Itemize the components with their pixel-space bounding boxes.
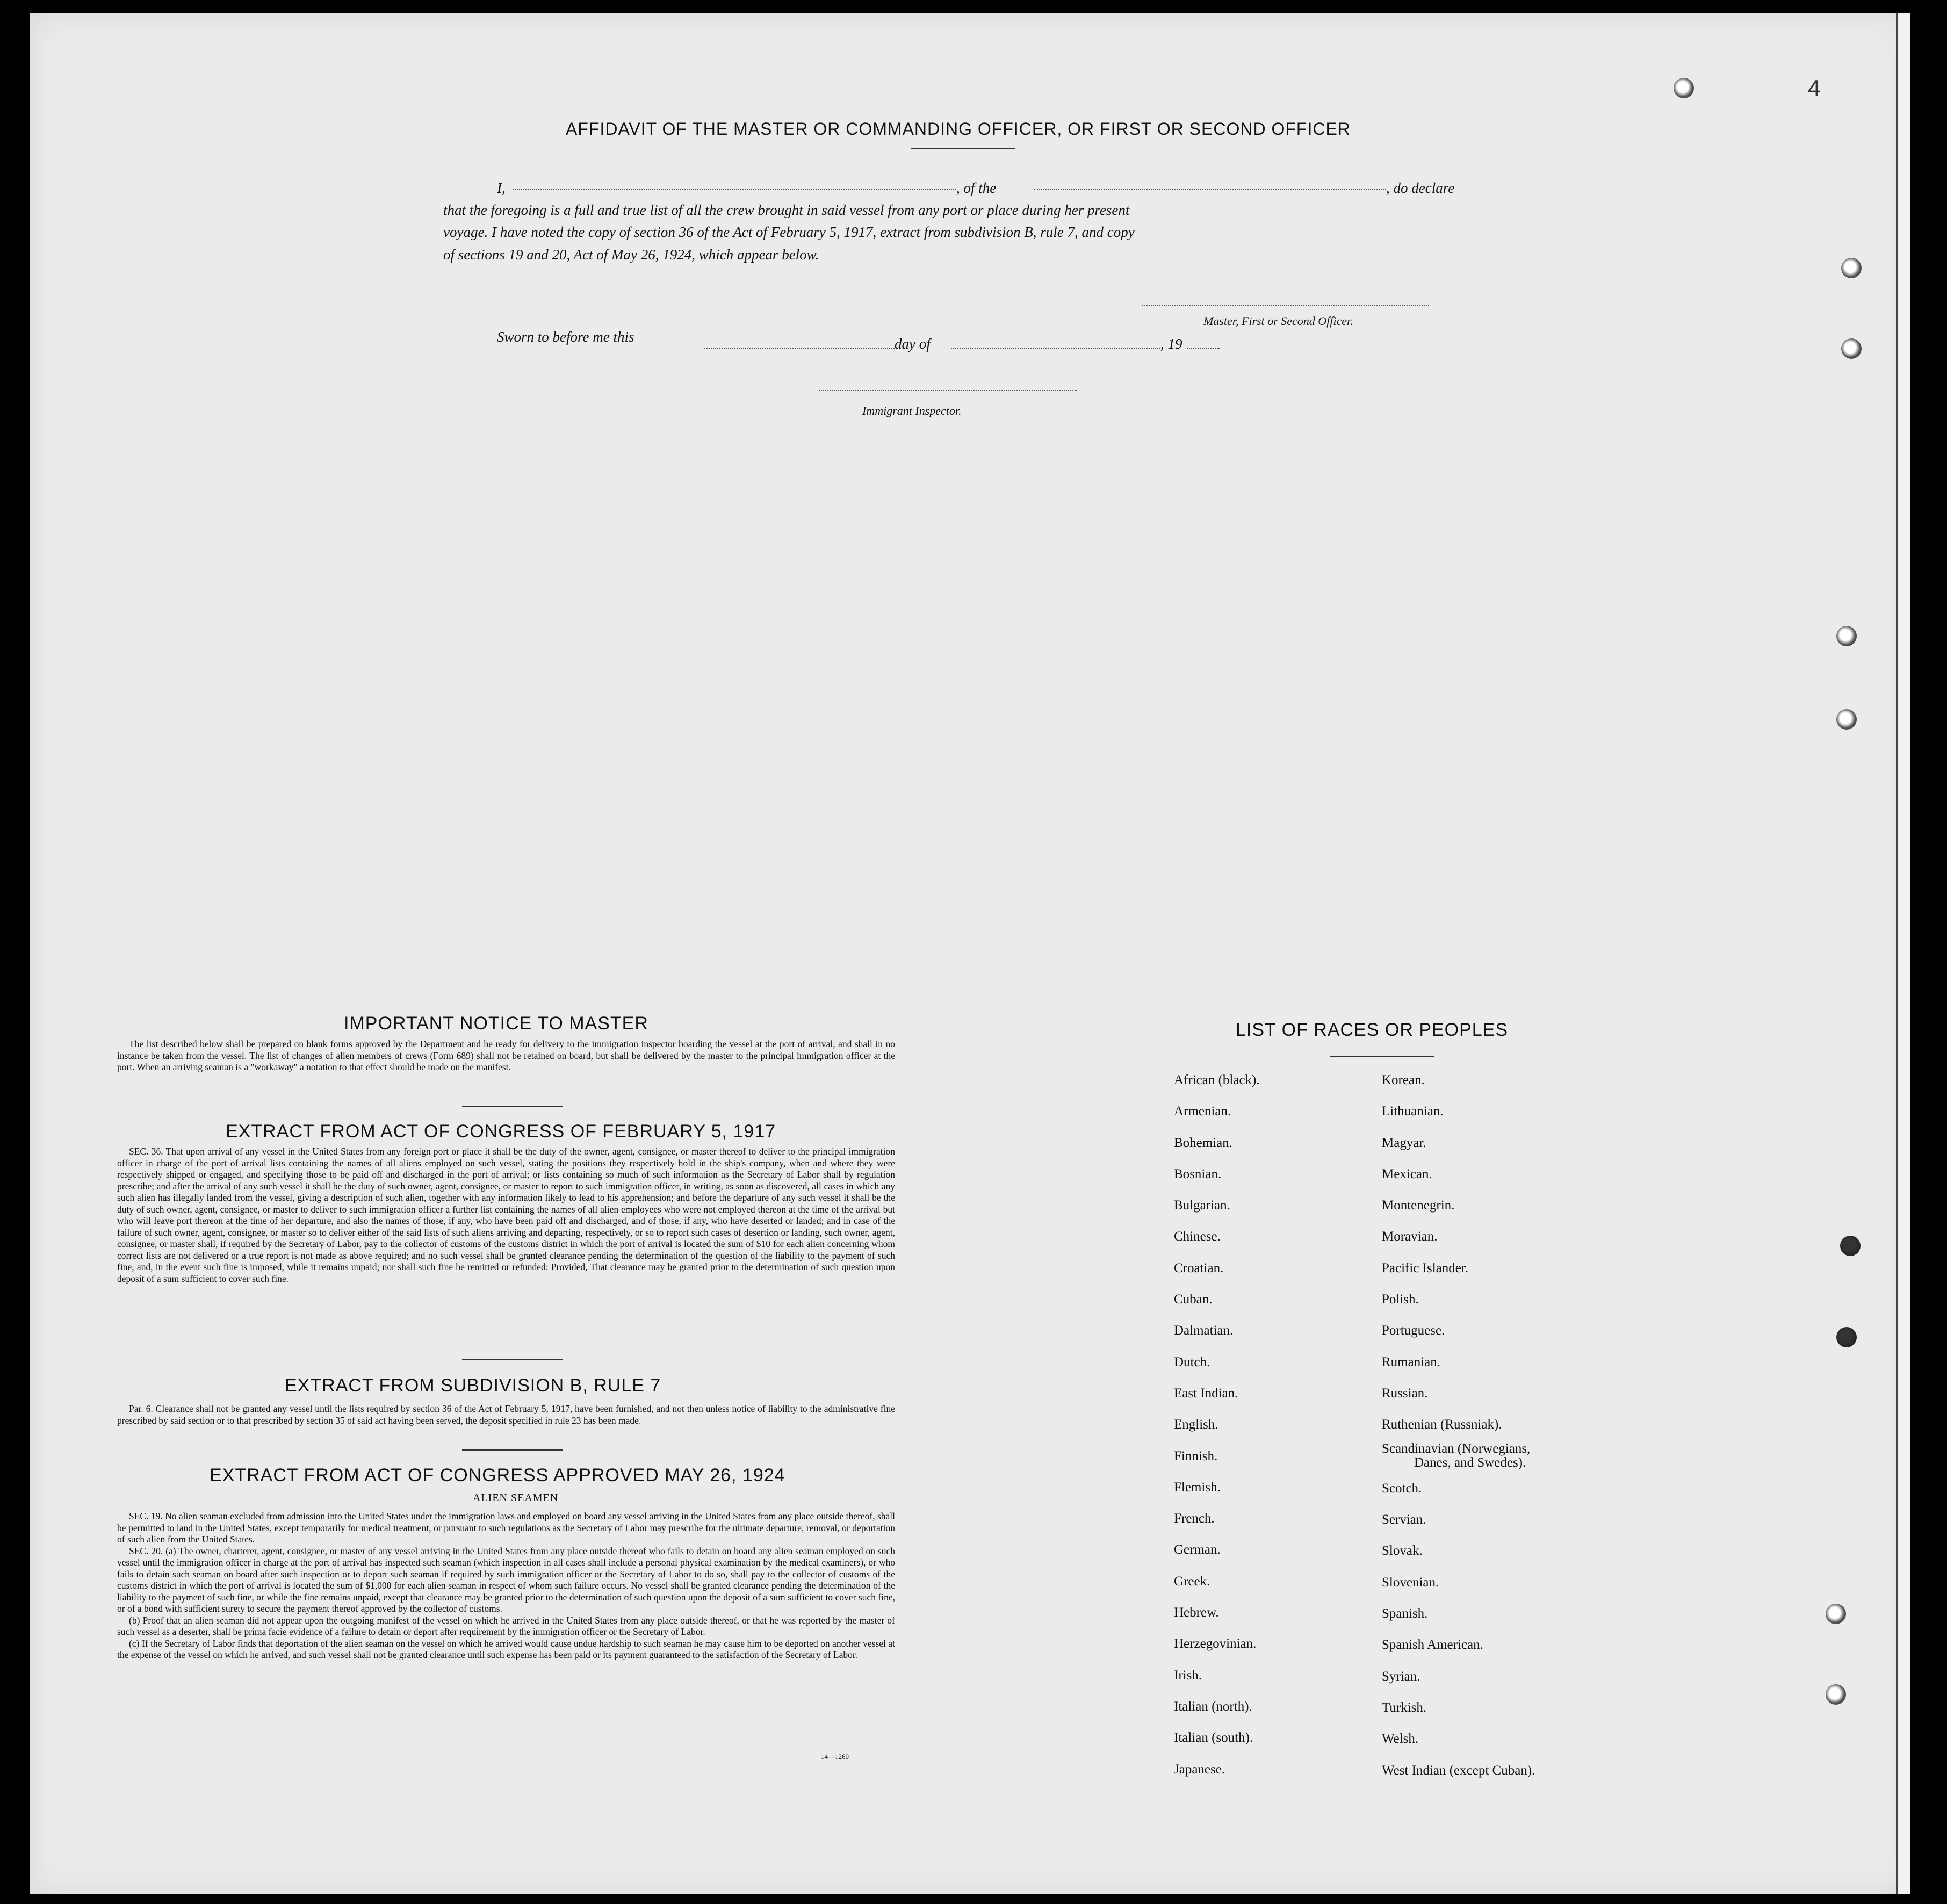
race-item: Korean. [1382, 1073, 1425, 1087]
affidavit-text-line: of sections 19 and 20, Act of May 26, 1924, which appear below. [443, 247, 819, 263]
race-item: Russian. [1382, 1386, 1428, 1401]
page-number: 4 [1808, 75, 1821, 100]
binding-hole [1840, 1236, 1861, 1256]
rule7-text: Par. 6. Clearance shall not be granted any vessel until the lists required by section 36 of the Act of February 5, 1917, have been furnished, and not then unless notice of liability to the administrative fine prescribed by said section or to that prescribed by section 35 of said act having been served, the deposit specified in rule 23 has been made. [117, 1403, 895, 1426]
race-item: Polish. [1382, 1292, 1419, 1307]
race-item: East Indian. [1174, 1386, 1238, 1401]
extract-1924-text [117, 1511, 895, 1661]
affidavit-of-the: , of the [956, 180, 997, 196]
race-item: Bosnian. [1174, 1166, 1222, 1181]
sworn-year-field[interactable] [1187, 348, 1220, 349]
race-item: Finnish. [1174, 1448, 1218, 1463]
inspector-signature-field[interactable] [819, 390, 1077, 391]
sworn-day-field[interactable] [704, 348, 895, 349]
race-item: French. [1174, 1511, 1215, 1526]
binding-hole [1841, 258, 1862, 278]
divider [1330, 1056, 1434, 1057]
race-item: Herzegovinian. [1174, 1636, 1257, 1651]
name-field[interactable] [513, 189, 956, 190]
binding-hole [1826, 1684, 1846, 1705]
extract-1917-text: SEC. 36. That upon arrival of any vessel in the United States from any foreign port or place it shall be the duty of the owner, agent, consignee, or master thereof to deliver to the principal immigration officer in charge of the port of arrival lists containing the names of all aliens employed on such vessel, stating the positions they respectively hold in the ship's company, when and where they were respectively shipped or engaged, and specifying those to be paid off and discharged in the port of arrival; or lists containing so much of such information as the Secretary of Labor shall by regulation prescribe; and after the arrival of any such vessel it shall be the duty of such owner, agent, consignee, or master to report to such immigration officer, in writing, as soon as discovered, all cases in which any such alien has illegally landed from the vessel, giving a description of such alien, together with any information likely to lead to his apprehension; and before the departure of any such vessel it shall be the duty of such owner, agent, consignee, or master to deliver to such immigration officer a further list containing the names of all alien employees who were not employed thereon at the time of the arrival but who will leave port thereon at the time of her departure, and also the names of those, if any, who have been paid off and discharged, and of those, if any, who have deserted or landed; and in case of the failure of such owner, agent, consignee, or master so to deliver either of the said lists of such aliens arriving and departing, respectively, or so to report such cases of desertion or landing, such owner, agent, consignee, or master shall, if required by the Secretary of Labor, pay to the collector of customs of the customs district in which the port of arrival is located the sum of $10 for each alien concerning whom correct lists are not delivered or a true report is not made as above required; and no such vessel shall be granted clearance pending the determination of the question of the liability to the payment of such fine, and, in the event such fine is imposed, while it remains unpaid; nor shall such fine be remitted or refunded: Provided, That clearance may be granted prior to the determination of such question upon deposit of a sum sufficient to cover such fine. [117, 1146, 895, 1284]
affidavit-title: AFFIDAVIT OF THE MASTER OR COMMANDING OFFICER, OR FIRST OR SECOND OFFICER [566, 119, 1351, 139]
race-item: Magyar. [1382, 1135, 1426, 1150]
affidavit-text-line: that the foregoing is a full and true list of all the crew brought in said vessel from any port or place during her present [443, 202, 1130, 218]
race-item: Dutch. [1174, 1354, 1210, 1369]
race-item: Moravian. [1382, 1229, 1438, 1244]
races-column-2 [1382, 1065, 1535, 1786]
affidavit-declare: , do declare [1386, 180, 1455, 196]
race-item: Croatian. [1174, 1260, 1224, 1275]
race-item: Spanish American. [1382, 1638, 1483, 1653]
binding-hole [1836, 1327, 1857, 1347]
race-item: German. [1174, 1542, 1221, 1557]
divider [462, 1449, 563, 1451]
race-item: Japanese. [1174, 1762, 1225, 1777]
notice-text: The list described below shall be prepared on blank forms approved by the Department and be ready for delivery to the immigration inspector boarding the vessel at the port of arrival, and shall in no instance be taken from the vessel. The list of changes of alien members of crews (Form 689) shall not be retained on board, but shall be delivered by the master to the principal immigration officer at the port. When an arriving seaman is a "workaway" a notation to that effect should be made on the manifest. [117, 1038, 895, 1072]
extract-1917-title: EXTRACT FROM ACT OF CONGRESS OF FEBRUARY 5, 1917 [226, 1121, 776, 1142]
race-item: Hebrew. [1174, 1605, 1219, 1620]
form-number: 14—1260 [821, 1752, 849, 1761]
race-item: Spanish. [1382, 1606, 1428, 1621]
race-item: Mexican. [1382, 1166, 1432, 1181]
race-item: Welsh. [1382, 1732, 1419, 1747]
sworn-month-field[interactable] [951, 348, 1160, 349]
race-item: Montenegrin. [1382, 1198, 1455, 1213]
race-item: Dalmatian. [1174, 1323, 1234, 1338]
race-item: Italian (south). [1174, 1730, 1253, 1746]
race-item: Ruthenian (Russniak). [1382, 1417, 1502, 1432]
alien-seamen-subtitle: ALIEN SEAMEN [473, 1492, 559, 1504]
race-item: Slovak. [1382, 1544, 1423, 1559]
inspector-label: Immigrant Inspector. [862, 404, 962, 417]
race-item: Scotch. [1382, 1481, 1422, 1496]
race-item: Servian. [1382, 1512, 1426, 1527]
page-edge [1896, 13, 1910, 1894]
binding-hole [1841, 338, 1862, 359]
races-title: LIST OF RACES OR PEOPLES [1236, 1020, 1509, 1040]
affidavit-i: I, [497, 180, 506, 196]
divider [462, 1106, 563, 1107]
race-item: Flemish. [1174, 1480, 1221, 1495]
rule7-title: EXTRACT FROM SUBDIVISION B, RULE 7 [285, 1375, 661, 1396]
race-item: Italian (north). [1174, 1699, 1252, 1714]
sec20a-text: SEC. 20. (a) The owner, charterer, agent, consignee, or master of any vessel arriving in the United States from any place outside thereof who fails to detain on board any alien seaman employed on such vessel until the immigration officer in charge at the port of arrival has inspected such seaman (which inspection in all cases shall include a personal physical examination by the medical examiners), or who fails to detain such seaman on board after such inspection or to deport such seaman if required by such immigration officer or the Secretary of Labor to do so, shall pay to the collector of customs of the customs district in which the port of arrival is located the sum of $1,000 for each alien seaman in respect of whom such failure occurs. No vessel shall be granted clearance pending the determination of the liability to the payment of such fine, or while the fine remains unpaid, except that clearance may be granted prior to the determination of such question upon the deposit of a sum sufficient to cover such fine, or of a bond with sufficient surety to secure the payment thereof approved by the collector of customs. [117, 1545, 895, 1614]
sec19-text: SEC. 19. No alien seaman excluded from admission into the United States under the immigration laws and employed on board any vessel arriving in the United States from any place outside thereof, shall be permitted to land in the United States, except temporarily for medical treatment, or pursuant to such regulations as the Secretary of Labor may prescribe for the ultimate departure, removal, or deportation of such alien from the United States. [117, 1511, 895, 1545]
race-item: Scandinavian (Norwegians, Danes, and Swedes). [1382, 1441, 1531, 1470]
divider [462, 1359, 563, 1360]
vessel-field[interactable] [1034, 189, 1386, 190]
binding-hole [1826, 1604, 1846, 1624]
sec20b-text: (b) Proof that an alien seaman did not appear upon the outgoing manifest of the vessel on which he arrived in the United States from any place outside thereof, or that he was reported by the master of such vessel as a deserter, shall be prima facie evidence of a failure to detain or deport after requirement by the immigration officer or the Secretary of Labor. [117, 1614, 895, 1637]
race-item: Bulgarian. [1174, 1198, 1230, 1213]
race-item: Rumanian. [1382, 1354, 1441, 1369]
race-item: English. [1174, 1417, 1218, 1432]
race-item: West Indian (except Cuban). [1382, 1763, 1535, 1778]
race-item: Pacific Islander. [1382, 1260, 1469, 1275]
master-label: Master, First or Second Officer. [1203, 314, 1353, 328]
race-item: Syrian. [1382, 1669, 1420, 1684]
sec20c-text: (c) If the Secretary of Labor finds that deportation of the alien seaman on the vessel on which he arrived would cause undue hardship to such seaman he may cause him to be deported on another vessel at the expense of the vessel on which he arrived, and such vessel shall not be granted clearance until such expense has been paid or its payment guaranteed to the satisfaction of the Secretary of Labor. [117, 1638, 895, 1660]
race-item: Portuguese. [1382, 1323, 1445, 1338]
race-item: Armenian. [1174, 1104, 1231, 1119]
race-item: Cuban. [1174, 1292, 1213, 1307]
race-item: Turkish. [1382, 1700, 1427, 1715]
race-item: Chinese. [1174, 1229, 1221, 1244]
extract-1924-title: EXTRACT FROM ACT OF CONGRESS APPROVED MAY 26, 1924 [210, 1465, 785, 1485]
binding-hole [1836, 709, 1857, 730]
race-item: Bohemian. [1174, 1135, 1233, 1150]
race-item: Greek. [1174, 1574, 1210, 1589]
year-label: , 19 [1160, 336, 1182, 352]
race-item: Lithuanian. [1382, 1104, 1444, 1119]
race-item: African (black). [1174, 1073, 1260, 1087]
sworn-label: Sworn to before me this [497, 329, 634, 345]
races-column-1 [1174, 1065, 1260, 1785]
race-item: Slovenian. [1382, 1575, 1439, 1590]
day-of-label: day of [895, 336, 931, 352]
binding-hole [1836, 626, 1857, 646]
divider [911, 148, 1015, 149]
affidavit-text-line: voyage. I have noted the copy of section 36 of the Act of February 5, 1917, extract from subdivision B, rule 7, and copy [443, 224, 1135, 240]
notice-title: IMPORTANT NOTICE TO MASTER [344, 1013, 648, 1034]
race-item: Irish. [1174, 1668, 1202, 1683]
binding-hole [1674, 78, 1694, 98]
master-signature-field[interactable] [1142, 305, 1429, 306]
